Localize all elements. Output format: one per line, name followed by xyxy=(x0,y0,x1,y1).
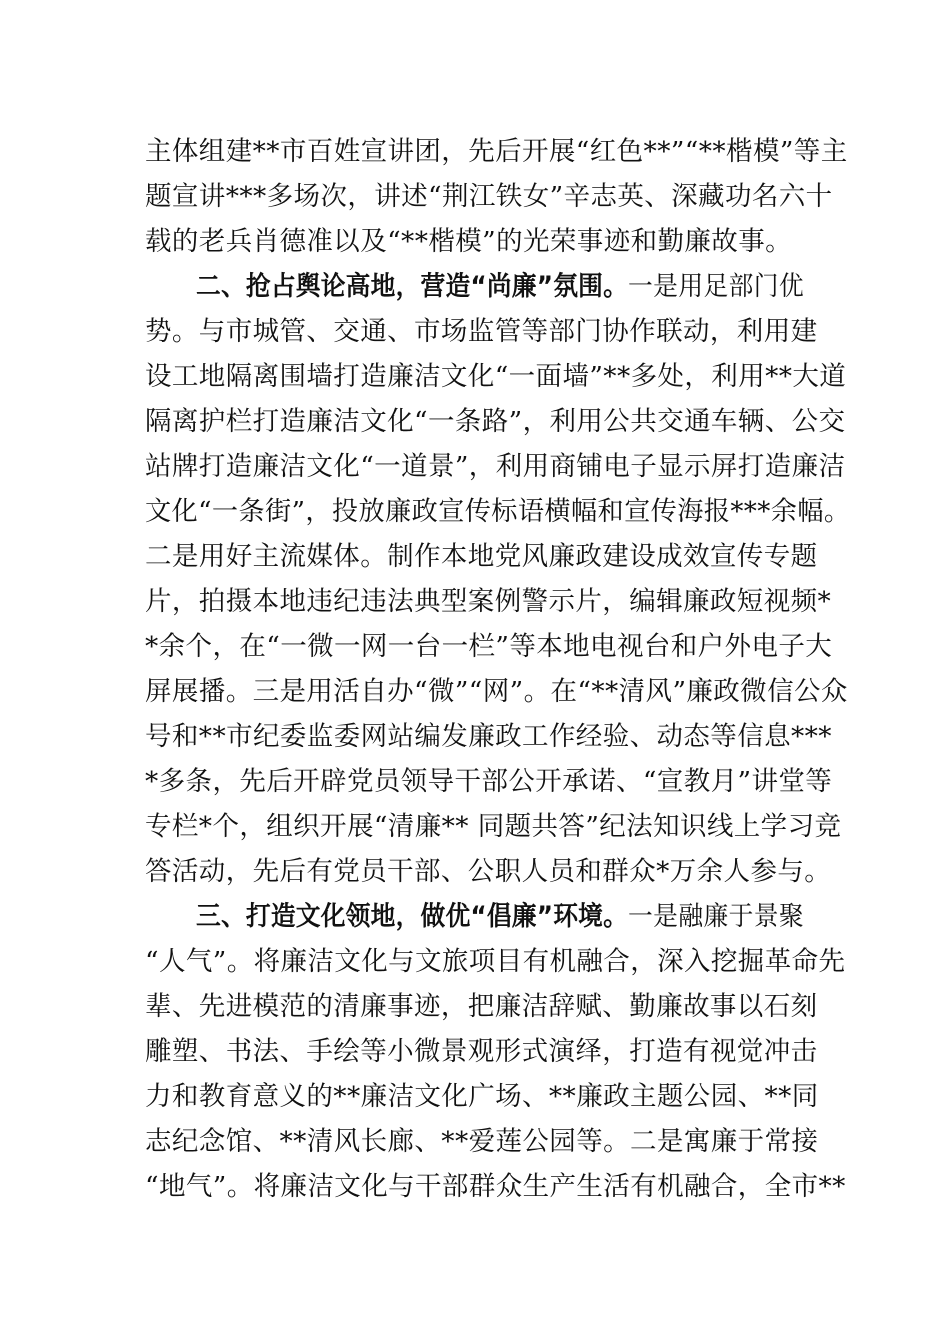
text-line: 力和教育意义的**廉洁文化广场、**廉政主题公园、**同 xyxy=(145,1081,819,1112)
text-line: 隔离护栏打造廉洁文化“一条路”，利用公共交通车辆、公交 xyxy=(145,406,846,437)
text-line: 屏展播。三是用活自办“微”“网”。在“**清风”廉政微信公众 xyxy=(145,676,848,707)
text-line: 二是用好主流媒体。制作本地党风廉政建设成效宣传专题 xyxy=(145,541,818,572)
text-line: *余个，在“一微一网一台一栏”等本地电视台和户外电子大 xyxy=(145,631,833,662)
text-line: 辈、先进模范的清廉事迹，把廉洁辞赋、勤廉故事以石刻 xyxy=(145,991,818,1022)
section-heading-line xyxy=(196,271,850,303)
text-line: *多条，先后开辟党员领导干部公开承诺、“宣教月”讲堂等 xyxy=(145,766,833,797)
text-line: 势。与市城管、交通、市场监管等部门协作联动，利用建 xyxy=(145,316,818,347)
text-line: “地气”。将廉洁文化与干部群众生产生活有机融合，全市** xyxy=(145,1171,846,1202)
section-heading-continuation: 一是用足部门优 xyxy=(628,271,804,302)
section-heading: 三、打造文化领地，做优“倡廉”环境。 xyxy=(196,901,629,932)
text-line: 载的老兵肖德准以及“**楷模”的光荣事迹和勤廉故事。 xyxy=(145,226,792,257)
text-line: 文化“一条街”，投放廉政宣传标语横幅和宣传海报***余幅。 xyxy=(145,496,851,527)
section-heading-continuation: 一是融廉于景聚 xyxy=(628,901,804,932)
text-line: 主体组建**市百姓宣讲团，先后开展“红色**”“**楷模”等主 xyxy=(145,136,848,167)
section-heading: 二、抢占舆论高地，营造“尚廉”氛围。 xyxy=(196,271,629,302)
section-heading-line xyxy=(196,901,850,933)
text-line: 答活动，先后有党员干部、公职人员和群众*万余人参与。 xyxy=(145,856,832,887)
text-line: 片，拍摄本地违纪违法典型案例警示片，编辑廉政短视频* xyxy=(145,586,832,617)
text-line: 雕塑、书法、手绘等小微景观形式演绎，打造有视觉冲击 xyxy=(145,1036,818,1067)
text-line: 题宣讲***多场次，讲述“荆江铁女”辛志英、深藏功名六十 xyxy=(145,181,833,212)
text-line: 设工地隔离围墙打造廉洁文化“一面墙”**多处，利用**大道 xyxy=(145,361,847,392)
text-line: “人气”。将廉洁文化与文旅项目有机融合，深入挖掘革命先 xyxy=(145,946,846,977)
text-line: 号和**市纪委监委网站编发廉政工作经验、动态等信息*** xyxy=(145,721,832,752)
text-line: 志纪念馆、**清风长廊、**爱莲公园等。二是寓廉于常接 xyxy=(145,1126,819,1157)
text-line: 专栏*个，组织开展“清廉** 同题共答”纪法知识线上学习竞 xyxy=(145,811,842,842)
text-line: 站牌打造廉洁文化“一道景”，利用商铺电子显示屏打造廉洁 xyxy=(145,451,846,482)
